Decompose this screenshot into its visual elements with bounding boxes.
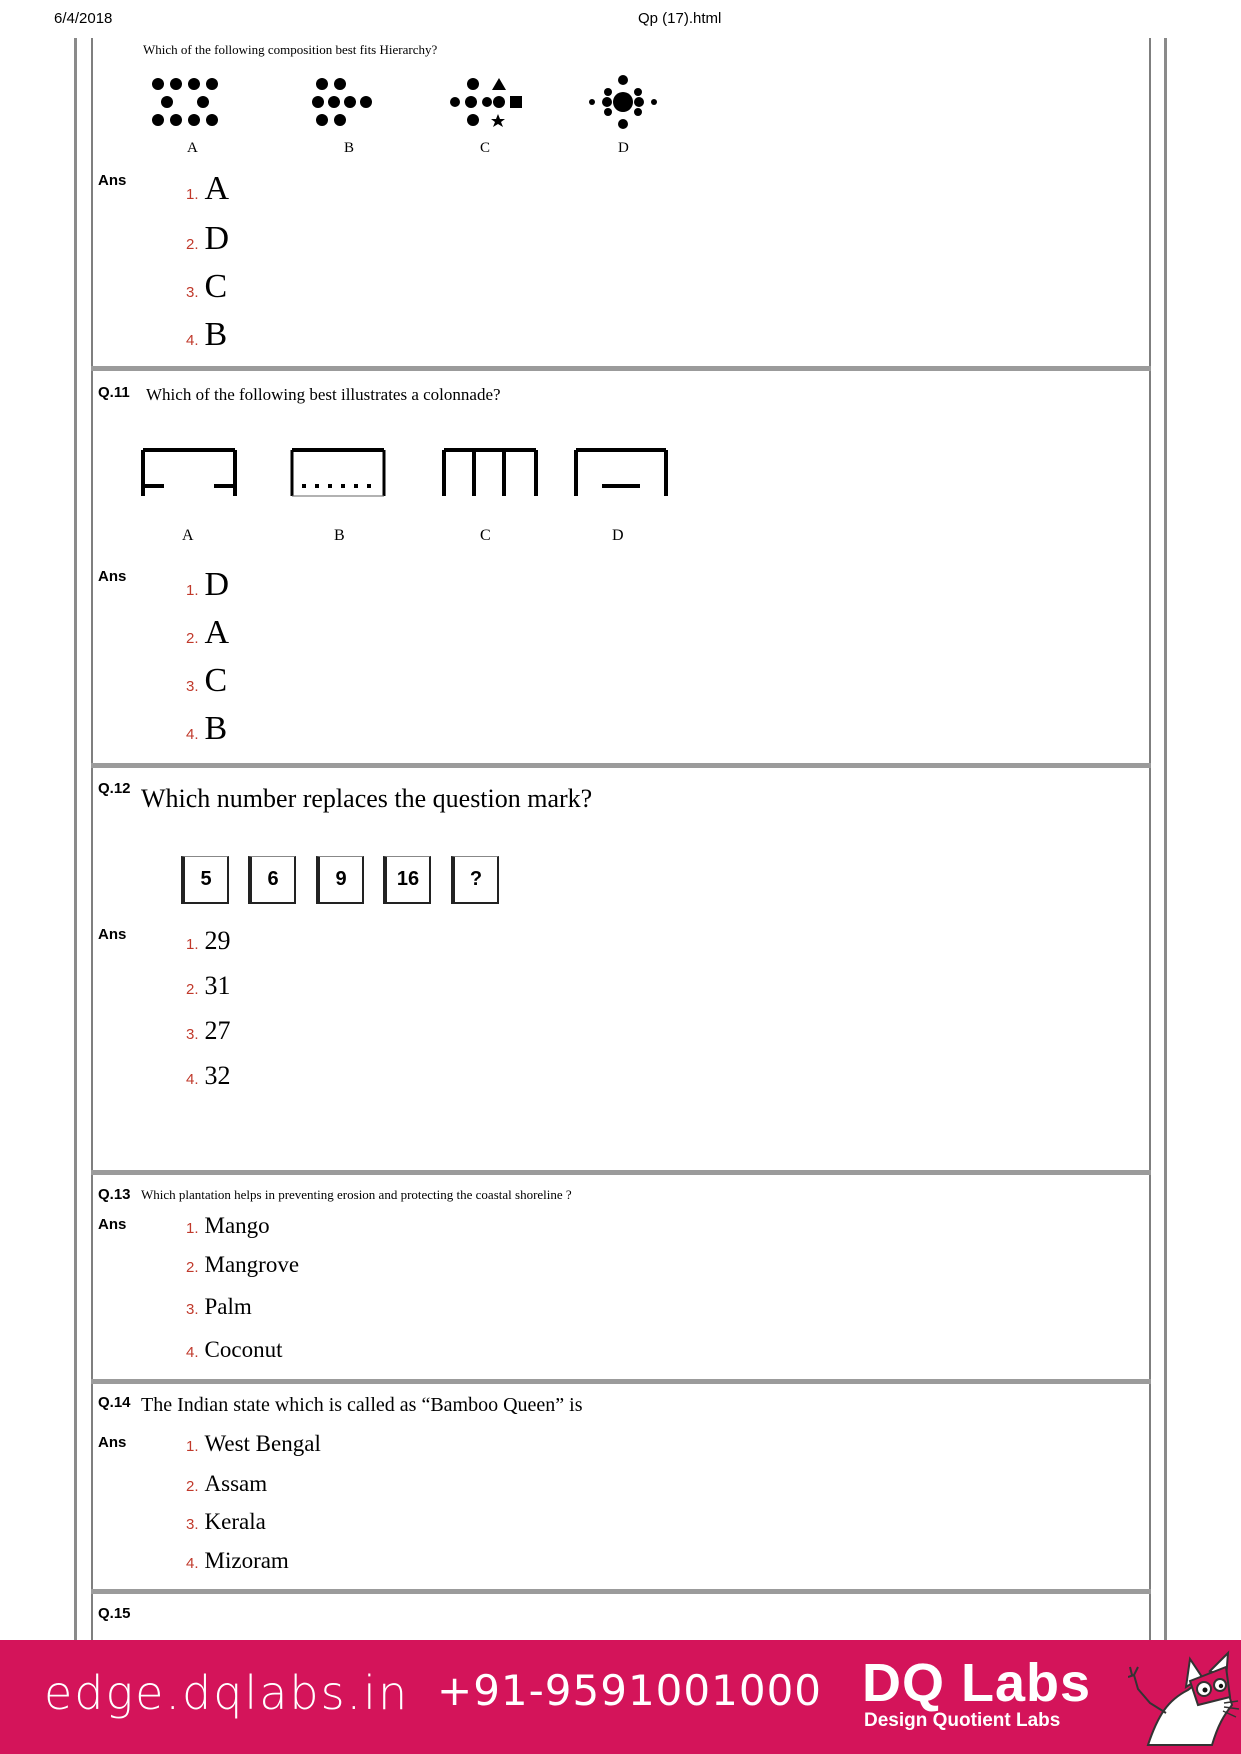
figure-b-dot-diamond <box>312 78 372 126</box>
option-number: 2. <box>186 630 199 647</box>
option-text: Mangrove <box>204 1252 300 1277</box>
option-text: B <box>204 316 228 353</box>
option-text: B <box>204 710 228 747</box>
option-item[interactable] <box>186 1016 231 1046</box>
option-number: 2. <box>186 981 199 998</box>
option-text: D <box>204 220 230 257</box>
figure-label-a: A <box>187 140 198 156</box>
figure-d-single-bar <box>576 450 666 496</box>
option-number: 1. <box>186 186 199 203</box>
option-text: Mango <box>204 1213 270 1238</box>
option-number: 4. <box>186 332 199 349</box>
option-item[interactable] <box>186 971 231 1001</box>
question-text: Which plantation helps in preventing erosion and protecting the coastal shoreline ? <box>141 1187 572 1202</box>
cat-mascot-icon <box>1128 1645 1240 1751</box>
figure-c-mixed-shapes <box>450 78 522 127</box>
figure-c-columns <box>444 450 536 496</box>
option-text: Palm <box>204 1294 252 1319</box>
answer-label: Ans <box>98 1216 127 1233</box>
option-item[interactable] <box>186 1431 321 1457</box>
option-item[interactable] <box>186 1294 252 1320</box>
option-item[interactable] <box>186 710 227 748</box>
figure-label-c: C <box>480 527 491 544</box>
option-number: 4. <box>186 1555 199 1572</box>
answer-label: Ans <box>98 172 127 189</box>
question-card-12 <box>91 768 1151 1172</box>
figure-label-d: D <box>612 527 624 544</box>
option-item[interactable] <box>186 1061 231 1091</box>
option-text: 29 <box>204 926 231 955</box>
figure-b-dotted-base <box>292 450 384 496</box>
option-text: Kerala <box>204 1509 266 1534</box>
figure-a-dot-grid <box>152 78 218 126</box>
question-text: Which number replaces the question mark? <box>141 784 593 813</box>
option-number: 3. <box>186 678 199 695</box>
option-item[interactable] <box>186 926 231 956</box>
option-text: West Bengal <box>204 1431 321 1456</box>
figure-d-radial-dots <box>589 75 657 129</box>
option-number: 3. <box>186 1516 199 1533</box>
option-text: A <box>204 170 230 207</box>
option-text: Mizoram <box>204 1548 289 1573</box>
option-item[interactable] <box>186 1213 270 1239</box>
figure-label-c: C <box>480 140 491 156</box>
option-text: Assam <box>204 1471 268 1496</box>
figure-label-d: D <box>618 140 629 156</box>
sequence-box: ? <box>451 856 499 904</box>
option-text: 32 <box>204 1061 231 1090</box>
option-number: 4. <box>186 1071 199 1088</box>
brand-logo-text: DQ Labs <box>862 1653 1092 1713</box>
option-item[interactable] <box>186 220 229 258</box>
option-item[interactable] <box>186 1252 299 1278</box>
sequence-box: 9 <box>316 856 364 904</box>
option-text: Coconut <box>204 1337 283 1362</box>
option-number: 1. <box>186 936 199 953</box>
option-number: 4. <box>186 1344 199 1361</box>
question-text: Which of the following best illustrates a colonnade? <box>146 385 501 404</box>
footer-phone[interactable]: +91-9591001000 <box>437 1666 823 1715</box>
option-number: 2. <box>186 1478 199 1495</box>
option-number: 1. <box>186 1220 199 1237</box>
answer-label: Ans <box>98 926 127 943</box>
footer-url[interactable]: edge.dqlabs.in <box>44 1666 410 1720</box>
option-item[interactable] <box>186 1509 266 1535</box>
figure-a-open-frame <box>143 450 235 496</box>
option-item[interactable] <box>186 1471 267 1497</box>
figure-label-a: A <box>182 527 194 544</box>
sequence-box: 6 <box>248 856 296 904</box>
option-text: C <box>204 268 228 305</box>
option-item[interactable] <box>186 566 229 604</box>
option-text: C <box>204 662 228 699</box>
question-number: Q.12 <box>98 780 131 797</box>
sequence-box: 5 <box>181 856 229 904</box>
option-number: 1. <box>186 1438 199 1455</box>
answer-label: Ans <box>98 1434 127 1451</box>
option-number: 1. <box>186 582 199 599</box>
option-item[interactable] <box>186 268 227 306</box>
print-header <box>0 10 1241 30</box>
brand-tagline: Design Quotient Labs <box>864 1710 1061 1731</box>
question-text: Which of the following composition best fits Hierarchy? <box>143 42 438 57</box>
question-card-11 <box>91 371 1151 765</box>
option-item[interactable] <box>186 662 227 700</box>
option-item[interactable] <box>186 1548 289 1574</box>
question-number: Q.13 <box>98 1186 131 1203</box>
page-border-left <box>74 38 77 1640</box>
option-number: 2. <box>186 236 199 253</box>
option-number: 3. <box>186 1026 199 1043</box>
question-card-15 <box>91 1594 1151 1640</box>
print-title: Qp (17).html <box>638 10 722 27</box>
option-number: 2. <box>186 1259 199 1276</box>
print-date: 6/4/2018 <box>54 10 113 27</box>
option-text: D <box>204 566 230 603</box>
question-number: Q.11 <box>98 384 130 401</box>
option-item[interactable] <box>186 316 227 354</box>
figure-label-b: B <box>334 527 345 544</box>
sequence-box: 16 <box>383 856 431 904</box>
option-text: 27 <box>204 1016 231 1045</box>
option-number: 3. <box>186 284 199 301</box>
colonnade-figures <box>140 446 680 502</box>
question-number: Q.14 <box>98 1394 131 1411</box>
answer-label: Ans <box>98 568 127 585</box>
option-number: 3. <box>186 1301 199 1318</box>
option-item[interactable] <box>186 1337 282 1363</box>
page-border-right <box>1164 38 1167 1640</box>
option-item[interactable] <box>186 170 229 208</box>
option-text: 31 <box>204 971 231 1000</box>
option-number: 4. <box>186 726 199 743</box>
option-item[interactable] <box>186 614 229 652</box>
figure-label-b: B <box>344 140 355 156</box>
question-text: The Indian state which is called as “Bamboo Queen” is <box>141 1394 583 1416</box>
option-text: A <box>204 614 230 651</box>
question-number: Q.15 <box>98 1605 131 1622</box>
hierarchy-figures <box>140 70 680 134</box>
